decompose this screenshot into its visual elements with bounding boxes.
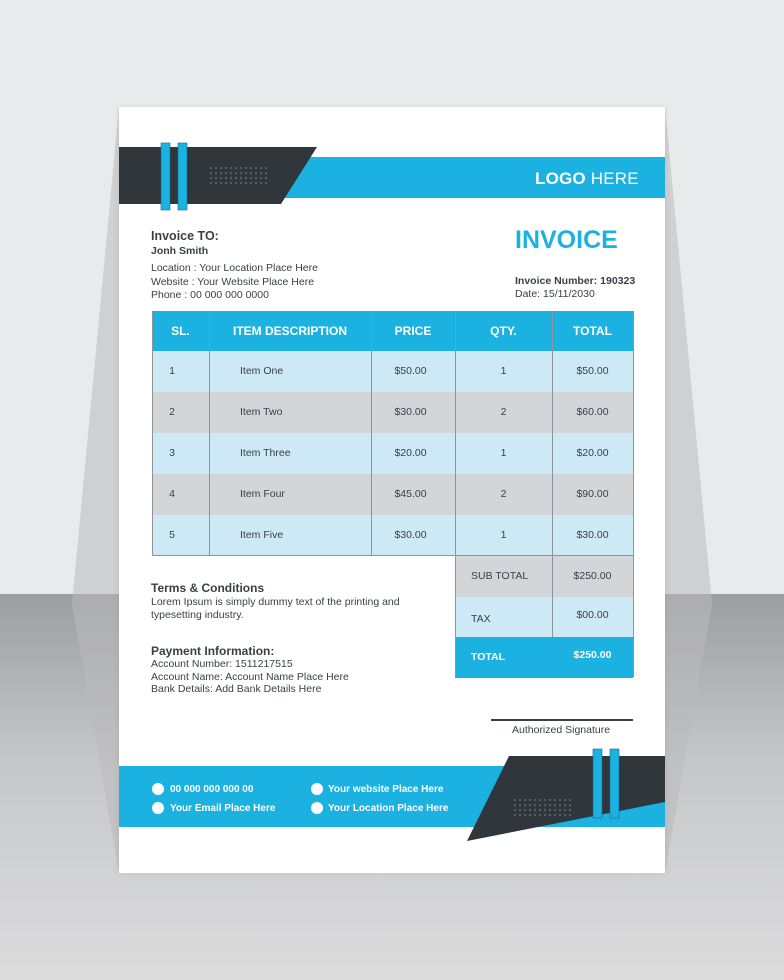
total-value: $250.00 [573,649,612,661]
client-name: Jonh Smith [151,245,209,257]
bill-to-heading: Invoice TO: [151,229,219,243]
cell-total: $90.00 [576,488,609,500]
table-row [152,351,633,392]
cell-description: Item One [240,365,284,377]
invoice-title: INVOICE [515,226,618,254]
header-graphic [119,107,665,217]
table-border-bottom [152,555,633,556]
cell-total: $50.00 [576,365,609,377]
subtotal-value: $250.00 [573,570,612,582]
cell-qty: 1 [500,365,507,377]
table-row [152,392,633,433]
cell-sl: 1 [169,365,175,377]
cell-qty: 1 [500,529,507,541]
account-number: Account Number: 1511217515 [151,658,293,670]
cell-price: $30.00 [394,406,427,418]
terms-heading: Terms & Conditions [151,581,265,595]
invoice-date: Date: 15/11/2030 [515,288,595,300]
cell-description: Item Three [240,447,291,459]
account-name: Account Name: Account Name Place Here [151,671,349,683]
globe-icon [311,783,323,795]
client-location: Location : Your Location Place Here [151,262,318,274]
signature-label: Authorized Signature [512,724,611,736]
cell-total: $30.00 [576,529,609,541]
footer-website: Your website Place Here [328,784,444,795]
table-row [152,515,633,556]
table-divider [371,311,372,556]
terms-text-line1: Lorem Ipsum is simply dummy text of the printing and [151,596,400,608]
logo: LOGO HERE [535,169,639,188]
cell-qty: 1 [500,447,507,459]
client-website: Website : Your Website Place Here [151,276,315,288]
table-row [152,433,633,474]
table-row [152,474,633,515]
phone-icon [152,783,164,795]
client-phone: Phone : 00 000 000 0000 [151,289,269,301]
cell-price: $20.00 [394,447,427,459]
cell-price: $45.00 [394,488,427,500]
bank-details: Bank Details: Add Bank Details Here [151,683,322,695]
table-divider [552,311,553,637]
col-sl: SL. [171,324,190,338]
col-total: TOTAL [573,324,612,338]
footer-location: Your Location Place Here [328,803,449,814]
tax-label: TAX [471,613,491,625]
cell-total: $60.00 [576,406,609,418]
total-label: TOTAL [471,651,506,663]
cell-sl: 4 [169,488,175,500]
invoice-number: Invoice Number: 190323 [515,275,636,287]
col-qty: QTY. [490,324,517,338]
signature-line [491,719,633,721]
table-divider [209,311,210,556]
col-description: ITEM DESCRIPTION [232,324,347,338]
cell-description: Item Five [240,529,284,541]
cell-sl: 2 [169,406,175,418]
tax-row [455,597,633,638]
location-pin-icon [311,802,323,814]
payment-heading: Payment Information: [151,644,275,658]
table-border-right [633,311,634,677]
footer-phone: 00 000 000 000 00 [170,784,254,795]
subtotal-row [455,556,633,597]
cell-sl: 5 [169,529,175,541]
cell-price: $30.00 [394,529,427,541]
invoice-page [119,107,665,873]
subtotal-label: SUB TOTAL [471,570,529,582]
total-row [455,637,633,678]
table-divider [455,311,456,677]
tax-value: $00.00 [576,609,609,621]
terms-text-line2: typesetting industry. [151,609,244,621]
footer-email: Your Email Place Here [170,803,276,814]
cell-qty: 2 [500,406,507,418]
email-icon [152,802,164,814]
cell-sl: 3 [169,447,175,459]
col-price: PRICE [394,324,432,338]
table-border-left [152,311,153,556]
cell-total: $20.00 [576,447,609,459]
table-header [152,311,633,351]
cell-description: Item Four [240,488,285,500]
cell-qty: 2 [500,488,507,500]
cell-description: Item Two [240,406,283,418]
cell-price: $50.00 [394,365,427,377]
